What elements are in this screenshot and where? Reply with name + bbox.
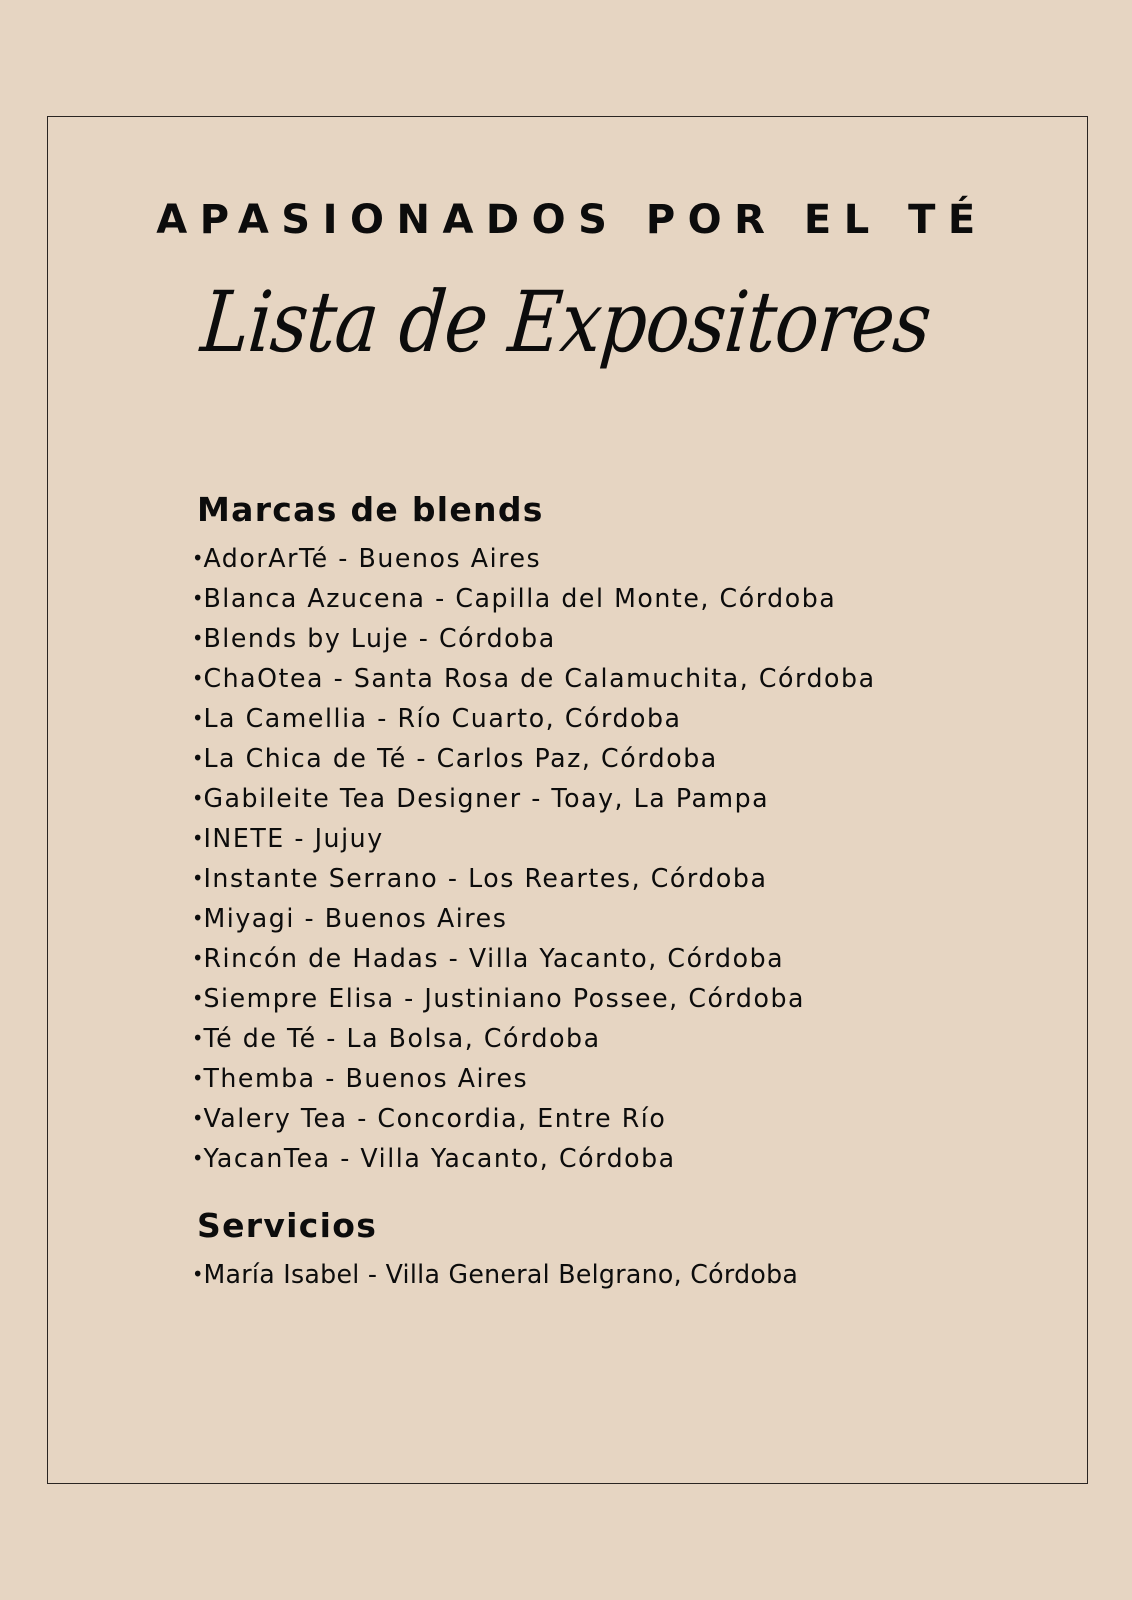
bullet-icon: • <box>192 906 204 930</box>
bullet-icon: • <box>192 946 204 970</box>
list-item <box>192 738 876 778</box>
list-item <box>192 1254 798 1294</box>
list-item <box>192 978 876 1018</box>
exhibitor-entry: Blends by Luje - Córdoba <box>203 624 556 654</box>
bullet-icon: • <box>192 1066 204 1090</box>
exhibitor-entry: Miyagi - Buenos Aires <box>203 904 508 934</box>
exhibitor-entry: Rincón de Hadas - Villa Yacanto, Córdoba <box>203 944 785 974</box>
exhibitor-entry: Instante Serrano - Los Reartes, Córdoba <box>203 864 768 894</box>
exhibitor-entry: INETE - Jujuy <box>203 824 384 854</box>
section-heading: Marcas de blends <box>197 490 544 529</box>
exhibitor-entry: Té de Té - La Bolsa, Córdoba <box>203 1024 601 1054</box>
bullet-icon: • <box>192 826 204 850</box>
list-item <box>192 658 876 698</box>
exhibitor-entry: Themba - Buenos Aires <box>203 1064 529 1094</box>
bullet-icon: • <box>192 626 204 650</box>
event-kicker-title: APASIONADOS POR EL TÉ <box>156 197 988 243</box>
exhibitor-entry: Gabileite Tea Designer - Toay, La Pampa <box>203 784 770 814</box>
list-item <box>192 538 876 578</box>
page-title-script: Lista de Expositores <box>197 273 935 371</box>
bullet-icon: • <box>192 1146 204 1170</box>
list-item <box>192 1138 876 1178</box>
exhibitor-entry: YacanTea - Villa Yacanto, Córdoba <box>203 1144 676 1174</box>
bullet-icon: • <box>192 746 204 770</box>
list-item <box>192 1058 876 1098</box>
bullet-icon: • <box>192 786 204 810</box>
bullet-icon: • <box>192 866 204 890</box>
exhibitor-entry: La Chica de Té - Carlos Paz, Córdoba <box>203 744 718 774</box>
list-item <box>192 698 876 738</box>
list-item <box>192 618 876 658</box>
list-item <box>192 898 876 938</box>
exhibitor-entry: Blanca Azucena - Capilla del Monte, Córdoba <box>203 584 837 614</box>
bullet-icon: • <box>192 666 204 690</box>
exhibitor-entry: AdorArTé - Buenos Aires <box>203 544 542 574</box>
list-item <box>192 1098 876 1138</box>
list-item <box>192 858 876 898</box>
service-list <box>192 1254 817 1294</box>
exhibitor-entry: Valery Tea - Concordia, Entre Río <box>203 1104 667 1134</box>
bullet-icon: • <box>192 1262 204 1286</box>
section-servicios <box>192 1206 817 1294</box>
list-item <box>192 778 876 818</box>
bullet-icon: • <box>192 586 204 610</box>
list-item <box>192 578 876 618</box>
bullet-icon: • <box>192 1026 204 1050</box>
exhibitor-entry: Siempre Elisa - Justiniano Possee, Córdoba <box>203 984 806 1014</box>
bullet-icon: • <box>192 1106 204 1130</box>
section-marcas-de-blends <box>192 490 897 1178</box>
list-item <box>192 818 876 858</box>
bullet-icon: • <box>192 986 204 1010</box>
bullet-icon: • <box>192 546 204 570</box>
exhibitor-entry: ChaOtea - Santa Rosa de Calamuchita, Córdoba <box>203 664 876 694</box>
list-item <box>192 938 876 978</box>
exhibitor-list <box>192 538 897 1178</box>
section-heading: Servicios <box>197 1206 378 1245</box>
list-item <box>192 1018 876 1058</box>
bullet-icon: • <box>192 706 204 730</box>
exhibitor-entry: La Camellia - Río Cuarto, Córdoba <box>203 704 682 734</box>
service-entry: María Isabel - Villa General Belgrano, Córdoba <box>203 1260 799 1290</box>
